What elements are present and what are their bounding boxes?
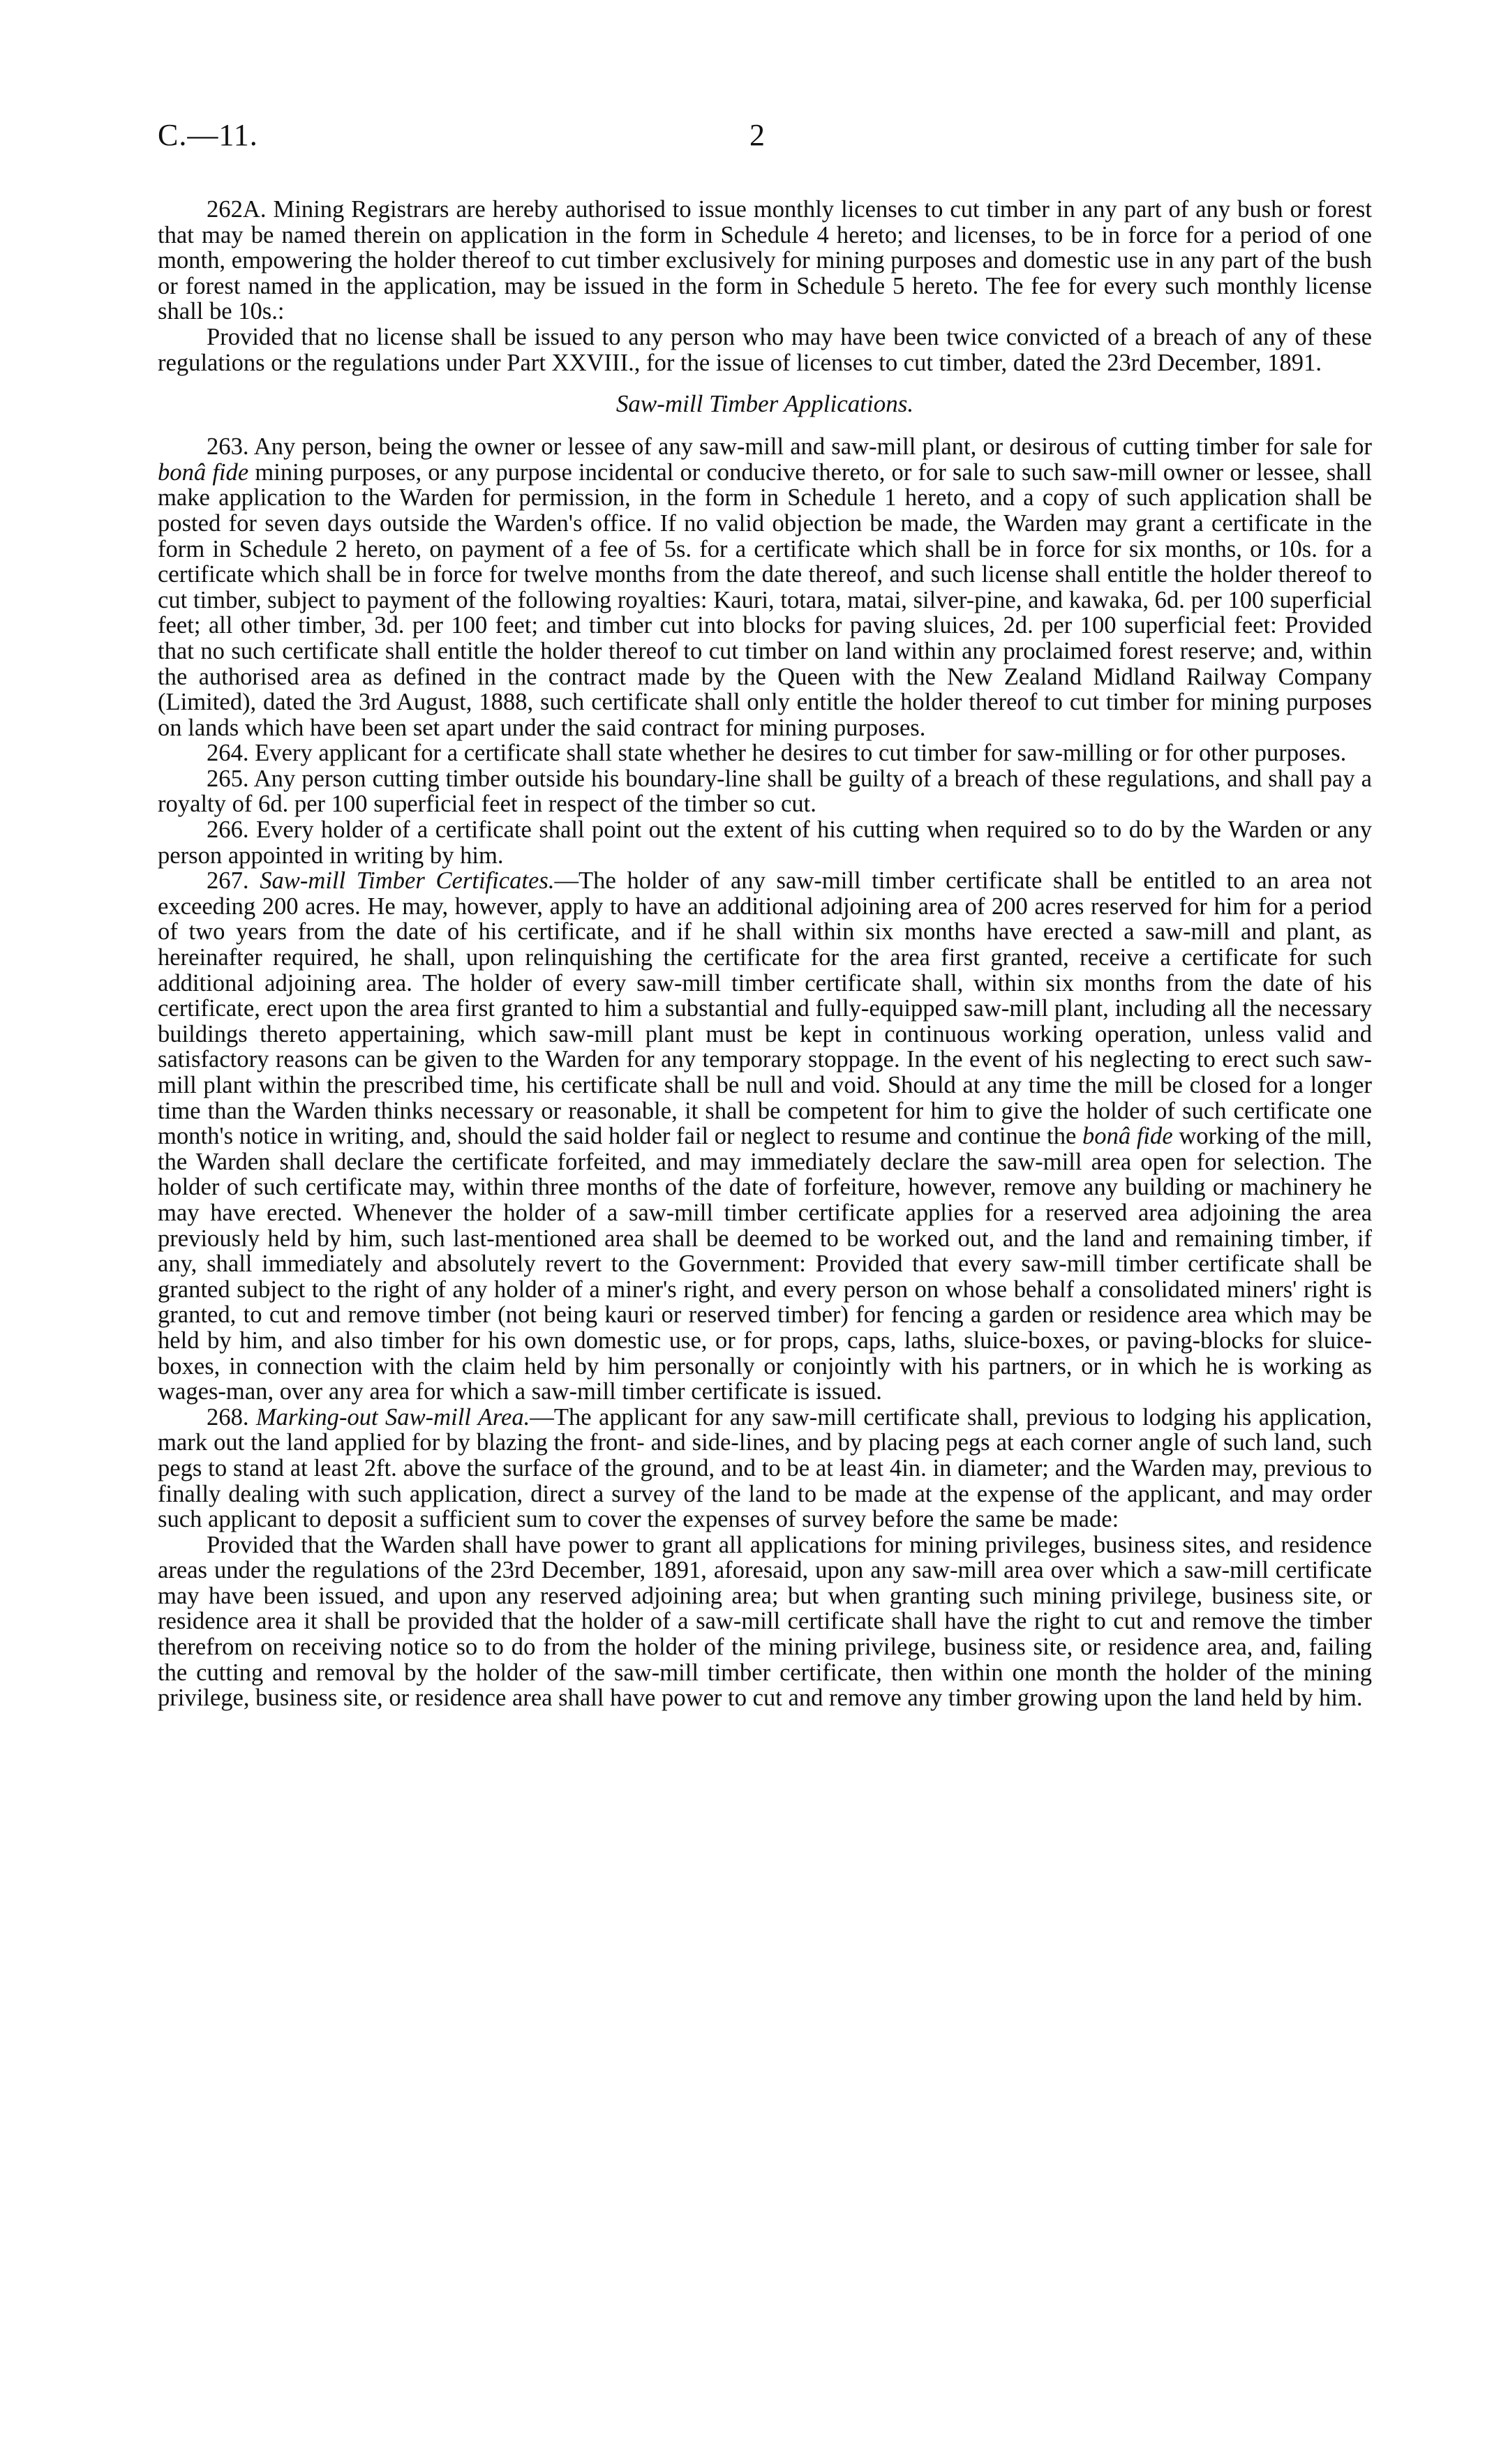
section-263-pre: 263. Any person, being the owner or lessee of any saw-mill and saw-mill plant, or desirous of cutting timber for sale for: [207, 433, 1372, 461]
section-268-text: —The applicant for any saw-mill certificate shall, previous to lodging his application, mark out the land applied for by blazing the front- and side-lines, and by placing pegs at each corner angle of such land, such pegs to stand at least 2ft. above the surface of the ground, and to be at least 4in. in diameter; and the Warden may, previous to finally dealing with such application, direct a survey of the land to be made at the expense of the applicant, and may order such applicant to deposit a sufficient sum to cover the expenses of survey before the same be made:: [158, 1403, 1372, 1533]
section-263-post: mining purposes, or any purpose incidental or conducive thereto, or for sale to such saw-mill owner or lessee, shall make application to the Warden for permission, in the form in Schedule 1 hereto, and a copy of such application shall be posted for seven days outside the Warden's office. If no valid objection be made, the Warden may grant a certificate in the form in Schedule 2 hereto, on payment of a fee of 5s. for a certificate which shall be in force for six months, or 10s. for a certificate which shall be in force for twelve months from the date thereof, and such license shall entitle the holder thereof to cut timber, subject to payment of the following royalties: Kauri, totara, matai, silver-pine, and kawaka, 6d. per 100 superficial feet; all other timber, 3d. per 100 feet; and timber cut into blocks for paving sluices, 2d. per 100 superficial feet: Provided that no such certificate shall entitle the holder thereof to cut timber on land within any proclaimed forest reserve; and, within the authorised area as defined in the contract made by the Queen with the New Zealand Midland Railway Company (Limited), dated the 3rd August, 1888, such certificate shall only entitle the holder thereof to cut timber for mining purposes on lands which have been set apart under the said contract for mining purposes.: [158, 458, 1373, 741]
section-267-italic: bonâ fide: [1082, 1123, 1173, 1150]
section-267-pre: —The holder of any saw-mill timber certificate shall be entitled to an area not exceeding 200 acres. He may, however, apply to have an additional adjoining area of 200 acres reserved for him for a period of two years from the date of his certificate, and if he shall within six months have erected a saw-mill and plant, as hereinafter required, he shall, upon relinquishing the certificate for the area first granted, receive a certificate for such additional adjoining area. The holder of every saw-mill timber certificate shall, within six months from the date of his certificate, erect upon the area first granted to him a substantial and fully-equipped saw-mill plant, including all the necessary buildings thereto appertaining, which saw-mill plant must be kept in continuous working operation, unless valid and satisfactory reasons can be given to the Warden for any temporary stoppage. In the event of his neglecting to erect such saw-mill plant within the prescribed time, his certificate shall be null and void. Should at any time the mill be closed for a longer time than the Warden thinks necessary or reasonable, it shall be competent for him to give the holder of such certificate one month's notice in writing, and, should the said holder fail or neglect to resume and continue the: [158, 867, 1372, 1150]
paragraph-268-proviso: Provided that the Warden shall have power to grant all applications for mining privileges, business sites, and residence areas under the regulations of the 23rd December, 1891, aforesaid, upon any saw-mill area over which a saw-mill certificate may have been issued, and upon any reserved adjoining area; but when granting such mining privilege, business site, or residence area it shall be provided that the holder of a saw-mill certificate shall have the right to cut and remove the timber therefrom on receiving notice so to do from the holder of the mining privilege, business site, or residence area, and, failing the cutting and removal by the holder of the saw-mill timber certificate, then within one month the holder of the mining privilege, business site, or residence area shall have power to cut and remove any timber growing upon the land held by him.: [158, 1531, 1372, 1712]
section-268-title: Marking-out Saw-mill Area.: [255, 1403, 530, 1431]
paragraph-266: 266. Every holder of a certificate shall point out the extent of his cutting when required so to do by the Warden or any person appointed in writing by him.: [158, 816, 1372, 869]
paragraph-263: [158, 434, 1372, 740]
paragraph-268: [158, 1405, 1372, 1532]
section-heading: Saw-mill Timber Applications.: [615, 390, 914, 418]
section-number-262a: 262: [207, 196, 243, 223]
document-body: [158, 197, 1372, 1711]
section-263-italic: bonâ fide: [158, 458, 249, 486]
section-267-title: Saw-mill Timber Certificates.: [260, 867, 555, 895]
section-262a-text: . Mining Registrars are hereby authorised to issue monthly licenses to cut timber in any part of any bush or forest that may be named therein on application in the form in Schedule 4 hereto; and licenses, to be in force for a period of one month, empowering the holder thereof to cut timber exclusively for mining purposes and domestic use in any part of the bush or forest named in the application, may be issued in the form in Schedule 5 hereto. The fee for every such monthly license shall be 10s.:: [158, 196, 1372, 325]
paragraph-267: [158, 868, 1372, 1404]
section-268-number: 268.: [207, 1403, 256, 1431]
document-reference: C.—11.: [158, 118, 258, 152]
page-header: [158, 117, 1350, 159]
page-number: 2: [749, 118, 765, 152]
paragraph-262a-proviso: Provided that no license shall be issued to any person who may have been twice convicted of a breach of any of these regulations or the regulations under Part XXVIII., for the issue of licenses to cut timber, dated the 23rd December, 1891.: [158, 323, 1372, 376]
paragraph-262a: [158, 197, 1372, 324]
paragraph-265: 265. Any person cutting timber outside his boundary-line shall be guilty of a breach of these regulations, and shall pay a royalty of 6d. per 100 superficial feet in respect of the timber so cut.: [158, 765, 1372, 818]
paragraph-264: 264. Every applicant for a certificate shall state whether he desires to cut timber for saw-milling or for other purposes.: [207, 740, 1347, 767]
section-267-number: 267.: [207, 867, 260, 895]
section-suffix: A: [242, 196, 260, 223]
section-267-post: working of the mill, the Warden shall declare the certificate forfeited, and may immediately declare the saw-mill area open for selection. The holder of such certificate may, within three months of the date of forfeiture, however, remove any building or machinery he may have erected. Whenever the holder of a saw-mill timber certificate applies for a reserved area adjoining the area previously held by him, such last-mentioned area shall be deemed to be worked out, and the land and remaining timber, if any, shall immediately and absolutely revert to the Government: Provided that every saw-mill timber certificate shall be granted subject to the right of any holder of a miner's right, and every person on whose behalf a consolidated miners' right is granted, to cut and remove timber (not being kauri or reserved timber) for fencing a garden or residence area which may be held by him, and also timber for his own domestic use, or for props, caps, laths, sluice-boxes, or paving-blocks for sluice-boxes, in connection with the claim held by him personally or conjointly with his partners, or in which he is working as wages-man, over any area for which a saw-mill timber certificate is issued.: [158, 1123, 1372, 1405]
